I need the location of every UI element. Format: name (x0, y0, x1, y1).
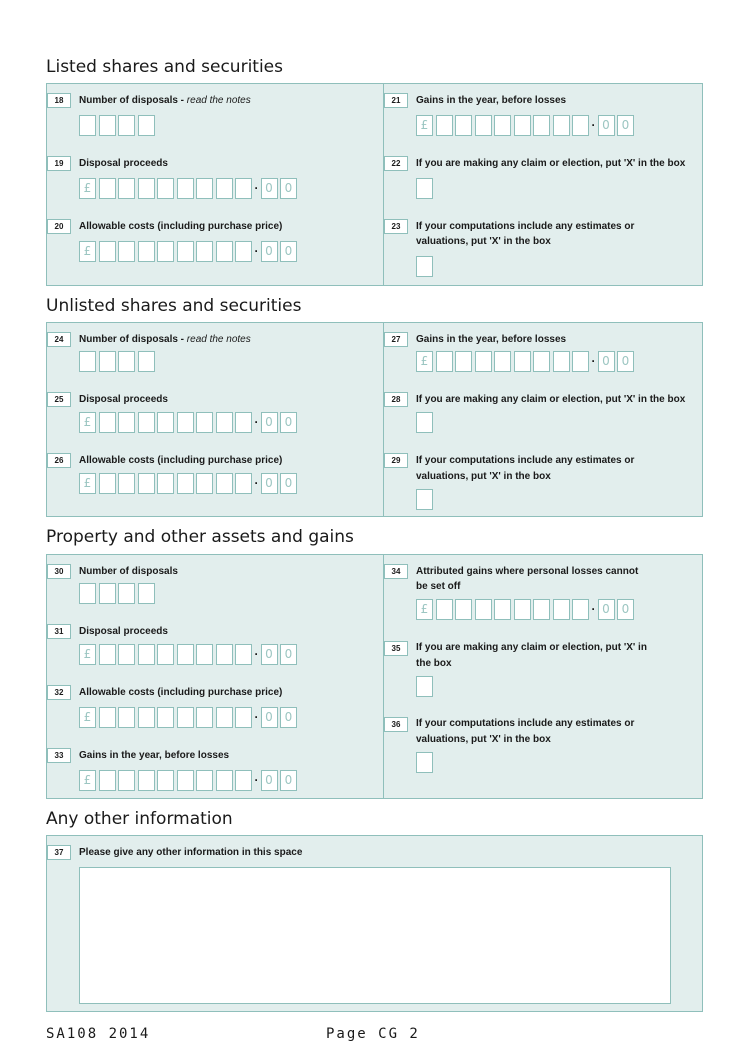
digit-box[interactable] (436, 115, 453, 136)
box-number-30: 30 (47, 564, 71, 579)
digit-box[interactable] (514, 599, 531, 620)
digit-box[interactable] (177, 178, 194, 199)
label-q37: Please give any other information in this space (79, 847, 303, 858)
box-number-35: 35 (384, 641, 408, 656)
digit-box[interactable] (118, 115, 135, 136)
digit-box[interactable] (235, 473, 252, 494)
digit-box[interactable] (216, 707, 233, 728)
digit-box[interactable] (157, 707, 174, 728)
digit-box[interactable] (79, 583, 96, 604)
digit-box[interactable] (99, 770, 116, 791)
digit-box[interactable] (99, 351, 116, 372)
digit-box[interactable] (216, 178, 233, 199)
section-title-property: Property and other assets and gains (46, 527, 354, 547)
divider (383, 322, 384, 517)
digit-box[interactable] (138, 644, 155, 665)
digit-box[interactable] (99, 178, 116, 199)
digit-box[interactable] (494, 351, 511, 372)
digit-box[interactable] (216, 770, 233, 791)
box-number-25: 25 (47, 392, 71, 407)
box-number-23: 23 (384, 219, 408, 234)
label-q31: Disposal proceeds (79, 626, 168, 637)
digit-box[interactable] (436, 599, 453, 620)
digit-box[interactable] (455, 115, 472, 136)
digit-box[interactable] (138, 241, 155, 262)
box-number-33: 33 (47, 748, 71, 763)
pence-box[interactable]: 0 (280, 241, 297, 262)
pence-box[interactable]: 0 (261, 473, 278, 494)
pence-box[interactable]: 0 (280, 770, 297, 791)
digit-box[interactable] (157, 178, 174, 199)
digit-box[interactable] (177, 473, 194, 494)
digit-box[interactable] (99, 707, 116, 728)
digit-box[interactable] (572, 115, 589, 136)
digit-box[interactable] (99, 115, 116, 136)
decimal-point: · (254, 244, 259, 258)
digit-box[interactable] (514, 115, 531, 136)
digit-box[interactable] (118, 583, 135, 604)
label-q36-line2: valuations, put 'X' in the box (416, 734, 551, 745)
digit-box[interactable] (196, 241, 213, 262)
digit-box[interactable] (235, 707, 252, 728)
digit-box[interactable] (196, 644, 213, 665)
currency-symbol-box[interactable]: £ (79, 770, 96, 791)
box-number-20: 20 (47, 219, 71, 234)
digit-box[interactable] (216, 241, 233, 262)
digit-box[interactable] (553, 351, 570, 372)
digit-box[interactable] (216, 644, 233, 665)
pence-box[interactable]: 0 (280, 473, 297, 494)
digit-box[interactable] (138, 583, 155, 604)
digit-box[interactable] (177, 707, 194, 728)
section-title-other: Any other information (46, 809, 233, 829)
digit-box[interactable] (157, 241, 174, 262)
pence-box[interactable]: 0 (617, 351, 634, 372)
box-number-26: 26 (47, 453, 71, 468)
divider (383, 83, 384, 286)
decimal-point: · (254, 773, 259, 787)
label-q35-line1: If you are making any claim or election, put 'X' in (416, 642, 647, 653)
pence-box[interactable]: 0 (280, 644, 297, 665)
label-q34-line1: Attributed gains where personal losses cannot (416, 566, 639, 577)
digit-box[interactable] (138, 351, 155, 372)
digit-box[interactable] (118, 770, 135, 791)
box-number-22: 22 (384, 156, 408, 171)
digit-box[interactable] (553, 599, 570, 620)
digit-box[interactable] (118, 707, 135, 728)
digit-box[interactable] (216, 412, 233, 433)
digit-box[interactable] (196, 412, 213, 433)
digit-box[interactable] (138, 178, 155, 199)
currency-symbol-box[interactable]: £ (79, 412, 96, 433)
box-number-19: 19 (47, 156, 71, 171)
digit-box[interactable] (79, 115, 96, 136)
box-number-18: 18 (47, 93, 71, 108)
digit-box[interactable] (118, 412, 135, 433)
section-title-listed: Listed shares and securities (46, 57, 283, 77)
digit-box[interactable] (157, 412, 174, 433)
label-q29-line1: If your computations include any estimates or (416, 455, 635, 466)
currency-symbol-box[interactable]: £ (79, 644, 96, 665)
box-number-24: 24 (47, 332, 71, 347)
label-q20: Allowable costs (including purchase price) (79, 221, 283, 232)
label-q35-line2: the box (416, 658, 452, 669)
digit-box[interactable] (475, 351, 492, 372)
decimal-point: · (254, 415, 259, 429)
decimal-point: · (591, 354, 596, 368)
label-q27: Gains in the year, before losses (416, 334, 567, 345)
pence-box[interactable]: 0 (261, 241, 278, 262)
digit-box[interactable] (79, 351, 96, 372)
digit-box[interactable] (455, 351, 472, 372)
pence-box[interactable]: 0 (280, 412, 297, 433)
decimal-point: · (254, 647, 259, 661)
digit-box[interactable] (177, 644, 194, 665)
digit-box[interactable] (99, 473, 116, 494)
other-information-textarea[interactable] (79, 867, 671, 1004)
digit-box[interactable] (138, 770, 155, 791)
divider (383, 554, 384, 799)
box-number-28: 28 (384, 392, 408, 407)
digit-box[interactable] (138, 473, 155, 494)
digit-box[interactable] (572, 351, 589, 372)
decimal-point: · (591, 118, 596, 132)
digit-box[interactable] (436, 351, 453, 372)
currency-symbol-box[interactable]: £ (416, 351, 433, 372)
digit-box[interactable] (235, 770, 252, 791)
pence-box[interactable]: 0 (261, 644, 278, 665)
label-q23-line1: If your computations include any estimates or (416, 221, 635, 232)
label-q33: Gains in the year, before losses (79, 750, 230, 761)
digit-box[interactable] (99, 241, 116, 262)
pence-box[interactable]: 0 (617, 599, 634, 620)
digit-box[interactable] (196, 473, 213, 494)
digit-box[interactable] (99, 583, 116, 604)
digit-box[interactable] (553, 115, 570, 136)
checkbox[interactable] (416, 412, 433, 433)
digit-box[interactable] (235, 241, 252, 262)
checkbox[interactable] (416, 489, 433, 510)
label-q24: Number of disposals - read the notes (79, 334, 251, 345)
pence-box[interactable]: 0 (261, 412, 278, 433)
digit-box[interactable] (177, 241, 194, 262)
label-q22: If you are making any claim or election, put 'X' in the box (416, 158, 686, 169)
checkbox[interactable] (416, 752, 433, 773)
digit-box[interactable] (157, 644, 174, 665)
digit-box[interactable] (514, 351, 531, 372)
label-q18: Number of disposals - read the notes (79, 95, 251, 106)
digit-box[interactable] (235, 412, 252, 433)
currency-symbol-box[interactable]: £ (416, 115, 433, 136)
checkbox[interactable] (416, 676, 433, 697)
digit-box[interactable] (455, 599, 472, 620)
box-number-34: 34 (384, 564, 408, 579)
decimal-point: · (254, 710, 259, 724)
box-number-36: 36 (384, 717, 408, 732)
digit-box[interactable] (99, 644, 116, 665)
label-q23-line2: valuations, put 'X' in the box (416, 236, 551, 247)
pence-box[interactable]: 0 (598, 115, 615, 136)
digit-box[interactable] (572, 599, 589, 620)
digit-box[interactable] (99, 412, 116, 433)
digit-box[interactable] (533, 351, 550, 372)
decimal-point: · (591, 602, 596, 616)
digit-box[interactable] (196, 178, 213, 199)
digit-box[interactable] (494, 599, 511, 620)
digit-box[interactable] (118, 241, 135, 262)
digit-box[interactable] (216, 473, 233, 494)
digit-box[interactable] (118, 473, 135, 494)
box-number-31: 31 (47, 624, 71, 639)
box-number-29: 29 (384, 453, 408, 468)
label-q26: Allowable costs (including purchase price) (79, 455, 283, 466)
label-q19: Disposal proceeds (79, 158, 168, 169)
pence-box[interactable]: 0 (261, 178, 278, 199)
form-reference: SA108 2014 (46, 1026, 151, 1042)
digit-box[interactable] (533, 599, 550, 620)
pence-box[interactable]: 0 (280, 707, 297, 728)
digit-box[interactable] (177, 412, 194, 433)
digit-box[interactable] (118, 178, 135, 199)
label-q32: Allowable costs (including purchase price) (79, 687, 283, 698)
decimal-point: · (254, 476, 259, 490)
checkbox[interactable] (416, 178, 433, 199)
pence-box[interactable]: 0 (280, 178, 297, 199)
digit-box[interactable] (118, 351, 135, 372)
currency-symbol-box[interactable]: £ (79, 178, 96, 199)
decimal-point: · (254, 181, 259, 195)
digit-box[interactable] (177, 770, 194, 791)
digit-box[interactable] (157, 473, 174, 494)
digit-box[interactable] (475, 115, 492, 136)
digit-box[interactable] (196, 770, 213, 791)
currency-symbol-box[interactable]: £ (79, 241, 96, 262)
digit-box[interactable] (235, 644, 252, 665)
label-q34-line2: be set off (416, 581, 461, 592)
pence-box[interactable]: 0 (261, 707, 278, 728)
box-number-32: 32 (47, 685, 71, 700)
label-q28: If you are making any claim or election, put 'X' in the box (416, 394, 686, 405)
digit-box[interactable] (138, 707, 155, 728)
section-title-unlisted: Unlisted shares and securities (46, 296, 302, 316)
currency-symbol-box[interactable]: £ (416, 599, 433, 620)
checkbox[interactable] (416, 256, 433, 277)
label-q25: Disposal proceeds (79, 394, 168, 405)
digit-box[interactable] (118, 644, 135, 665)
label-q21: Gains in the year, before losses (416, 95, 567, 106)
pence-box[interactable]: 0 (261, 770, 278, 791)
label-q29-line2: valuations, put 'X' in the box (416, 471, 551, 482)
digit-box[interactable] (494, 115, 511, 136)
digit-box[interactable] (475, 599, 492, 620)
pence-box[interactable]: 0 (598, 351, 615, 372)
digit-box[interactable] (157, 770, 174, 791)
digit-box[interactable] (235, 178, 252, 199)
label-q36-line1: If your computations include any estimates or (416, 718, 635, 729)
pence-box[interactable]: 0 (617, 115, 634, 136)
box-number-37: 37 (47, 845, 71, 860)
digit-box[interactable] (138, 412, 155, 433)
currency-symbol-box[interactable]: £ (79, 473, 96, 494)
digit-box[interactable] (138, 115, 155, 136)
label-q30: Number of disposals (79, 566, 178, 577)
digit-box[interactable] (533, 115, 550, 136)
box-number-27: 27 (384, 332, 408, 347)
page-number: Page CG 2 (326, 1026, 420, 1042)
pence-box[interactable]: 0 (598, 599, 615, 620)
currency-symbol-box[interactable]: £ (79, 707, 96, 728)
box-number-21: 21 (384, 93, 408, 108)
digit-box[interactable] (196, 707, 213, 728)
